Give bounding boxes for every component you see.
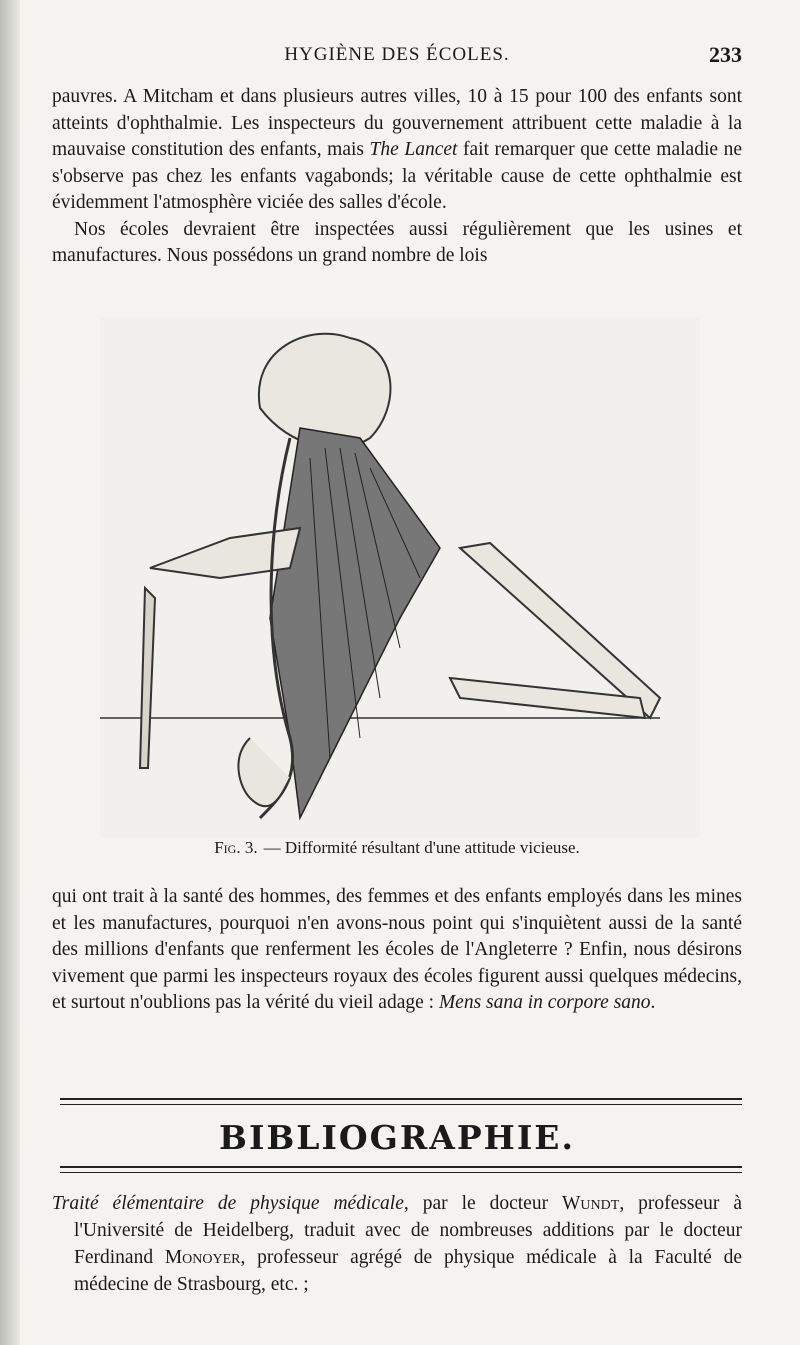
divider <box>60 1172 742 1173</box>
running-head: HYGIÈNE DES ÉCOLES. <box>284 44 510 65</box>
paragraph: qui ont trait à la santé des hommes, des femmes et des enfants employés dans les mines et les manufactures, pourquoi n'en avons-nous point qui s'inquiètent aussi de la santé des millions d'enfants que renferment les écoles de l'Angleterre ? Enfin, nous désirons vivement que parmi les inspecteurs royaux des écoles figurent aussi quelques médecins, et surtout n'oublions pas la vérité du vieil adage : Mens sana in corpore sano. <box>52 886 742 1013</box>
page-header <box>52 40 742 76</box>
anatomical-skeleton-illustration <box>100 318 700 838</box>
page-number: 233 <box>709 42 742 67</box>
divider <box>60 1098 742 1100</box>
lower-text-block <box>52 884 742 1017</box>
figure-label: Fig. 3. <box>214 838 258 857</box>
paragraph: Nos écoles devraient être inspectées aussi régulièrement que les usines et manufactures. Nous possédons un grand nombre de lois <box>52 218 742 266</box>
divider <box>60 1104 742 1105</box>
paragraph: pauvres. A Mitcham et dans plusieurs autres villes, 10 à 15 pour 100 des enfants sont atteints d'ophthalmie. Les inspecteurs du gouvernement attribuent cette maladie à la mauvaise constitution des enfants, mais The Lancet fait remarquer que cette maladie ne s'observe pas chez les enfants vagabonds; la véritable cause de cette ophthalmie est évidemment l'atmosphère viciée des salles d'école. <box>52 86 742 213</box>
figure-caption <box>52 838 742 858</box>
divider <box>60 1166 742 1168</box>
upper-text-block <box>52 84 742 270</box>
section-title: BIBLIOGRAPHIE. <box>219 1118 575 1157</box>
caption-text: — Difformité résultant d'une attitude vicieuse. <box>263 838 580 857</box>
book-title: Traité élémentaire de physique médicale <box>52 1193 404 1214</box>
author-name: Monoyer <box>164 1247 241 1268</box>
page-gutter <box>0 0 20 1345</box>
author-name: Wundt <box>562 1193 620 1214</box>
bibliography-entry: Traité élémentaire de physique médicale, par le docteur Wundt, professeur à l'Université de Heidelberg, traduit avec de nombreuses additions par le docteur Ferdinand Monoyer, professeur agrégé de physique médicale à la Faculté de médecine de Strasbourg, etc. ; <box>52 1193 742 1295</box>
